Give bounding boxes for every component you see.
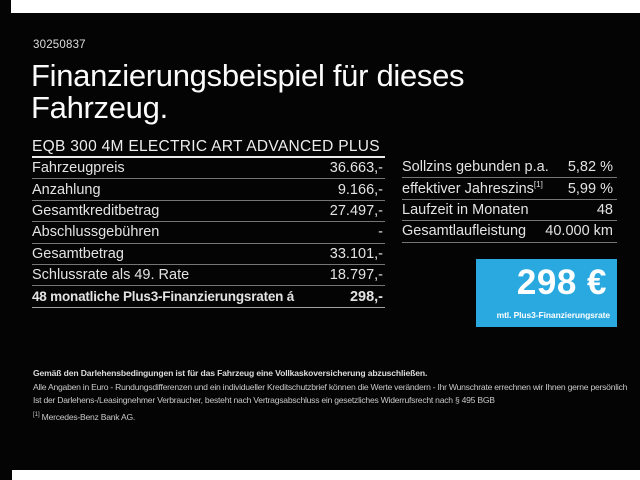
- page-title-line1: Finanzierungsbeispiel für dieses: [31, 58, 465, 93]
- row-value: 36.663,-: [329, 160, 383, 177]
- offer-id: 30250837: [33, 39, 86, 51]
- row-value: 33.101,-: [329, 245, 383, 262]
- row-value: 40.000 km: [545, 223, 613, 240]
- row-value: -: [378, 224, 383, 241]
- legal-footnotes: [33, 367, 627, 424]
- row-label-text: effektiver Jahreszins: [402, 180, 534, 197]
- page-title: [31, 60, 464, 124]
- footnote-marker: [1]: [33, 411, 40, 418]
- row-value: 9.166,-: [337, 181, 383, 198]
- page-background-strip-top: [11, 0, 640, 13]
- table-row-sollzins: [402, 157, 617, 178]
- page-title-line2: Fahrzeug.: [31, 90, 168, 125]
- table-row-schlussrate: [32, 265, 385, 286]
- row-value: 298,-: [349, 288, 383, 305]
- row-label: Schlussrate als 49. Rate: [32, 267, 190, 284]
- row-label: Gesamtkreditbetrag: [32, 202, 160, 219]
- row-label: Laufzeit in Monaten: [402, 201, 529, 218]
- table-row-fahrzeugpreis: [32, 158, 385, 179]
- row-value: 18.797,-: [329, 267, 383, 284]
- footnote-rounding: Alle Angaben in Euro - Rundungsdifferenzen und ein individueller Kreditschutzbrief können die Werte verändern - Ihr Wunschrate errechnen wir Ihnen gerne persönlich: [33, 381, 628, 392]
- row-label: 48 monatliche Plus3-Finanzierungsraten á: [32, 289, 295, 305]
- table-row-gesamtkreditbetrag: [32, 201, 385, 222]
- row-value: 5,99 %: [567, 180, 613, 197]
- table-row-gesamtbetrag: [32, 244, 385, 265]
- table-row-anzahlung: [32, 179, 385, 200]
- financing-details-table: [32, 156, 385, 308]
- row-label: Gesamtbetrag: [32, 245, 124, 262]
- page-background-strip-bottom: [12, 470, 640, 480]
- table-row-abschlussgebuehren: [32, 222, 385, 243]
- vehicle-name: EQB 300 4M ELECTRIC ART ADVANCED PLUS: [32, 138, 380, 155]
- row-label: Abschlussgebühren: [32, 224, 160, 241]
- table-row-laufzeit: [402, 200, 617, 221]
- row-label: [402, 181, 543, 197]
- monthly-rate-amount: 298 €: [516, 263, 607, 302]
- table-row-effektiver-jahreszins: [402, 178, 617, 199]
- footnote-bank-text: Mercedes-Benz Bank AG.: [41, 411, 136, 422]
- row-label: Gesamtlaufleistung: [402, 223, 527, 240]
- table-row-gesamtlaufleistung: [402, 221, 617, 242]
- footnote-insurance: Gemäß den Darlehensbedingungen ist für das Fahrzeug eine Vollkaskoversicherung abzuschließen.: [33, 368, 428, 378]
- monthly-rate-badge: [476, 259, 617, 327]
- row-label: Anzahlung: [32, 181, 101, 198]
- interest-details-table: [402, 157, 617, 243]
- row-value: 5,82 %: [567, 159, 613, 176]
- footnote-marker: [1]: [533, 179, 543, 189]
- row-label: Fahrzeugpreis: [32, 160, 125, 177]
- footnote-bank: [33, 411, 627, 425]
- monthly-rate-caption: mtl. Plus3-Finanzierungsrate: [496, 310, 610, 320]
- row-label: Sollzins gebunden p.a.: [402, 159, 549, 176]
- table-row-monatsraten: [32, 286, 385, 307]
- row-value: 27.497,-: [329, 202, 383, 219]
- footnote-widerruf: Ist der Darlehens-/Leasingnehmer Verbraucher, besteht nach Vertragsabschluss ein gesetzliches Widerrufsrecht nach § 495 BGB: [33, 395, 495, 405]
- row-value: 48: [596, 201, 613, 218]
